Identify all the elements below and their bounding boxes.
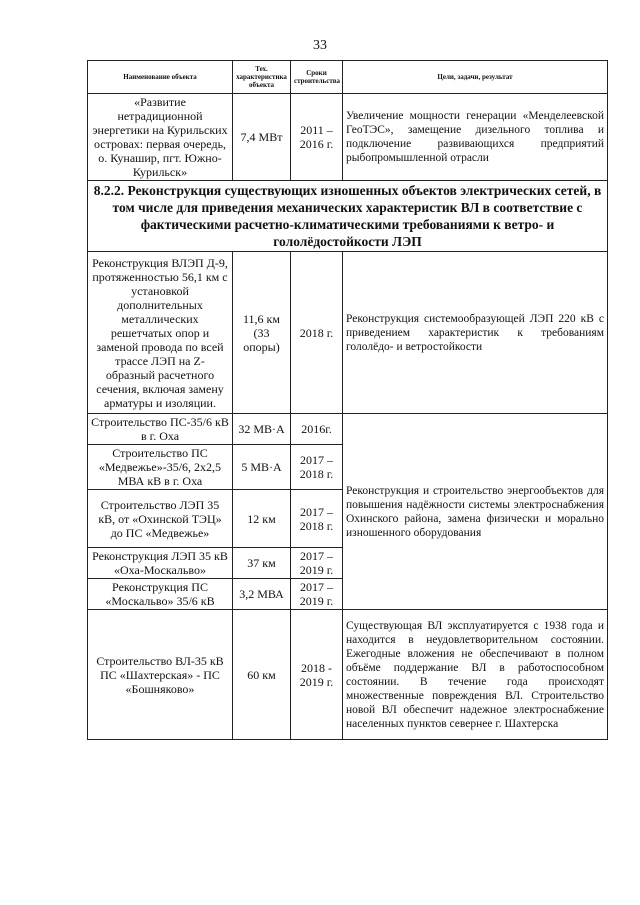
header-name: Наименование объекта bbox=[88, 61, 233, 94]
row-goal: Существующая ВЛ эксплуатируется с 1938 года и находится в неудовлетворительном состоянии. Ежегодные вложения не обеспечивают в полном объёме поддержание ВЛ в работоспособном состоянии. В течение года происходят множественные повреждения ВЛ. Строительство новой ВЛ обеспечит надежное электроснабжение населенных пунктов севернее г. Шахтерска bbox=[343, 610, 608, 740]
table-row bbox=[88, 252, 608, 414]
row-spec: 12 км bbox=[233, 490, 291, 548]
row-goal: Реконструкция системообразующей ЛЭП 220 кВ с приведением характеристик к требованиям гололёдо- и ветростойкости bbox=[343, 252, 608, 414]
row-name: Реконструкция ВЛЭП Д-9, протяженностью 56,1 км с установкой дополнительных металлических решетчатых опор и заменой провода по всей трассе ЛЭП на Z-образный расчетного сечения, включая замену арматуры и изоляции. bbox=[88, 252, 233, 414]
row-term: 2011 – 2016 г. bbox=[291, 94, 343, 181]
row-term: 2016г. bbox=[291, 414, 343, 445]
row-name: «Развитие нетрадиционной энергетики на Курильских островах: первая очередь, о. Кунашир, пгт. Южно-Курильск» bbox=[88, 94, 233, 181]
header-goal: Цели, задачи, результат bbox=[343, 61, 608, 94]
row-spec: 5 МВ·А bbox=[233, 445, 291, 490]
row-spec: 7,4 МВт bbox=[233, 94, 291, 181]
row-term: 2018 - 2019 г. bbox=[291, 610, 343, 740]
table-header-row bbox=[88, 61, 608, 94]
row-term: 2017 – 2018 г. bbox=[291, 490, 343, 548]
table-row bbox=[88, 414, 608, 445]
row-term: 2017 – 2019 г. bbox=[291, 548, 343, 579]
header-spec: Тех. характеристика объекта bbox=[233, 61, 291, 94]
row-spec: 32 МВ·А bbox=[233, 414, 291, 445]
header-term: Сроки строительства bbox=[291, 61, 343, 94]
table-row bbox=[88, 610, 608, 740]
table-row bbox=[88, 94, 608, 181]
row-name: Строительство ПС «Медвежье»-35/6, 2х2,5 МВА кВ в г. Оха bbox=[88, 445, 233, 490]
row-term: 2017 – 2019 г. bbox=[291, 579, 343, 610]
row-spec: 37 км bbox=[233, 548, 291, 579]
row-goal: Увеличение мощности генерации «Менделеевской ГеоТЭС», замещение дизельного топлива и подключение развивающихся предприятий рыбопромышленной отрасли bbox=[343, 94, 608, 181]
section-title: 8.2.2. Реконструкция существующих изношенных объектов электрических сетей, в том числе для приведения механических характеристик ВЛ в соответствие с фактическими расчетно-климатическими требованиями к ветро- и гололёдостойкости ЛЭП bbox=[88, 181, 608, 252]
row-name: Строительство ЛЭП 35 кВ, от «Охинской ТЭЦ» до ПС «Медвежье» bbox=[88, 490, 233, 548]
row-term: 2017 – 2018 г. bbox=[291, 445, 343, 490]
section-row bbox=[88, 181, 608, 252]
page-number: 33 bbox=[313, 38, 327, 53]
row-name: Реконструкция ЛЭП 35 кВ «Оха-Москальво» bbox=[88, 548, 233, 579]
row-term: 2018 г. bbox=[291, 252, 343, 414]
row-spec: 60 км bbox=[233, 610, 291, 740]
row-spec: 11,6 км (33 опоры) bbox=[233, 252, 291, 414]
projects-table bbox=[87, 60, 608, 740]
group-goal: Реконструкция и строительство энергообъектов для повышения надёжности системы электроснабжения Охинского района, замена физически и морально изношенного оборудования bbox=[343, 414, 608, 610]
row-spec: 3,2 МВА bbox=[233, 579, 291, 610]
row-name: Строительство ПС-35/6 кВ в г. Оха bbox=[88, 414, 233, 445]
row-name: Реконструкция ПС «Москальво» 35/6 кВ bbox=[88, 579, 233, 610]
row-name: Строительство ВЛ-35 кВ ПС «Шахтерская» - ПС «Бошняково» bbox=[88, 610, 233, 740]
